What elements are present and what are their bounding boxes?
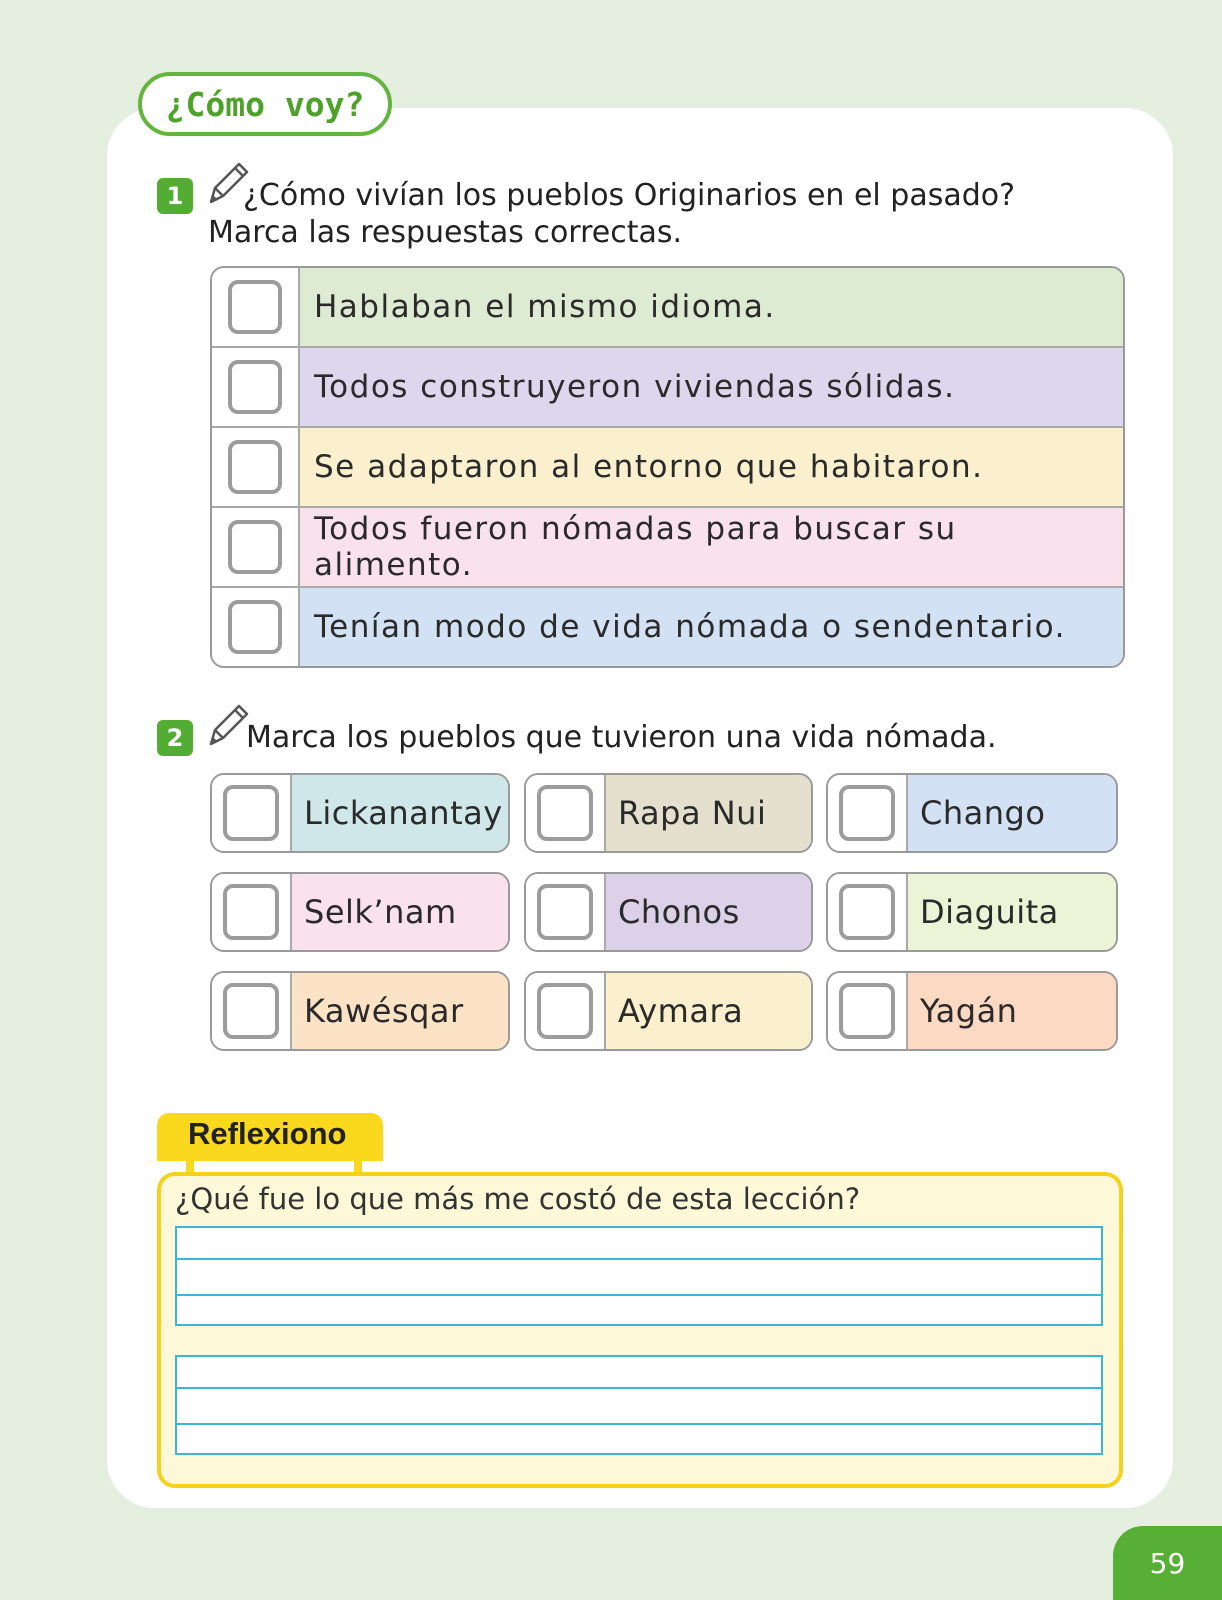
- checkbox[interactable]: [223, 884, 279, 940]
- option-row: [212, 348, 1123, 428]
- option-text: Todos fueron nómadas para buscar su alimento.: [300, 508, 1123, 586]
- checkbox[interactable]: [839, 785, 895, 841]
- reflexion-label: Reflexiono: [188, 1116, 347, 1151]
- checkbox[interactable]: [537, 785, 593, 841]
- option-label: Chango: [908, 775, 1116, 851]
- checkbox[interactable]: [228, 520, 282, 574]
- question-2-text: Marca los pueblos que tuvieron una vida nómada.: [246, 720, 997, 755]
- option-label: Selk’nam: [292, 874, 508, 950]
- option-text: Todos construyeron viviendas sólidas.: [300, 348, 1123, 426]
- page-number: 59: [1113, 1526, 1222, 1600]
- option-label: Kawésqar: [292, 973, 508, 1049]
- checkbox[interactable]: [537, 884, 593, 940]
- checkbox[interactable]: [839, 884, 895, 940]
- question-1-number: 1: [157, 178, 193, 214]
- option-label: Diaguita: [908, 874, 1116, 950]
- option-text: Hablaban el mismo idioma.: [300, 268, 1123, 346]
- option-chip: [524, 971, 813, 1051]
- checkbox[interactable]: [537, 983, 593, 1039]
- option-label: Lickanantay: [292, 775, 508, 851]
- checkbox[interactable]: [228, 440, 282, 494]
- option-text: Tenían modo de vida nómada o sendentario.: [300, 588, 1123, 666]
- pencil-icon: [205, 700, 249, 748]
- answer-lines[interactable]: [175, 1226, 1103, 1326]
- reflexion-question: ¿Qué fue lo que más me costó de esta lección?: [175, 1182, 861, 1216]
- checkbox[interactable]: [228, 360, 282, 414]
- question-1-line2: Marca las respuestas correctas.: [208, 215, 683, 250]
- option-text: Se adaptaron al entorno que habitaron.: [300, 428, 1123, 506]
- option-label: Rapa Nui: [606, 775, 811, 851]
- question-2-options: [210, 773, 1120, 1055]
- option-chip: [826, 773, 1118, 853]
- option-chip: [826, 872, 1118, 952]
- question-2-number: 2: [157, 720, 193, 756]
- checkbox[interactable]: [228, 600, 282, 654]
- option-row: [212, 508, 1123, 588]
- answer-lines[interactable]: [175, 1355, 1103, 1455]
- question-1-line1: ¿Cómo vivían los pueblos Originarios en el pasado?: [243, 178, 1016, 213]
- option-row: [212, 268, 1123, 348]
- checkbox[interactable]: [839, 983, 895, 1039]
- checkbox[interactable]: [223, 983, 279, 1039]
- option-chip: [210, 773, 510, 853]
- option-label: Yagán: [908, 973, 1116, 1049]
- option-chip: [210, 872, 510, 952]
- option-chip: [524, 872, 813, 952]
- option-label: Aymara: [606, 973, 811, 1049]
- option-chip: [210, 971, 510, 1051]
- section-title: ¿Cómo voy?: [138, 72, 392, 136]
- checkbox[interactable]: [228, 280, 282, 334]
- question-1-options: [210, 266, 1125, 668]
- checkbox[interactable]: [223, 785, 279, 841]
- option-row: [212, 428, 1123, 508]
- option-row: [212, 588, 1123, 666]
- option-label: Chonos: [606, 874, 811, 950]
- option-chip: [826, 971, 1118, 1051]
- option-chip: [524, 773, 813, 853]
